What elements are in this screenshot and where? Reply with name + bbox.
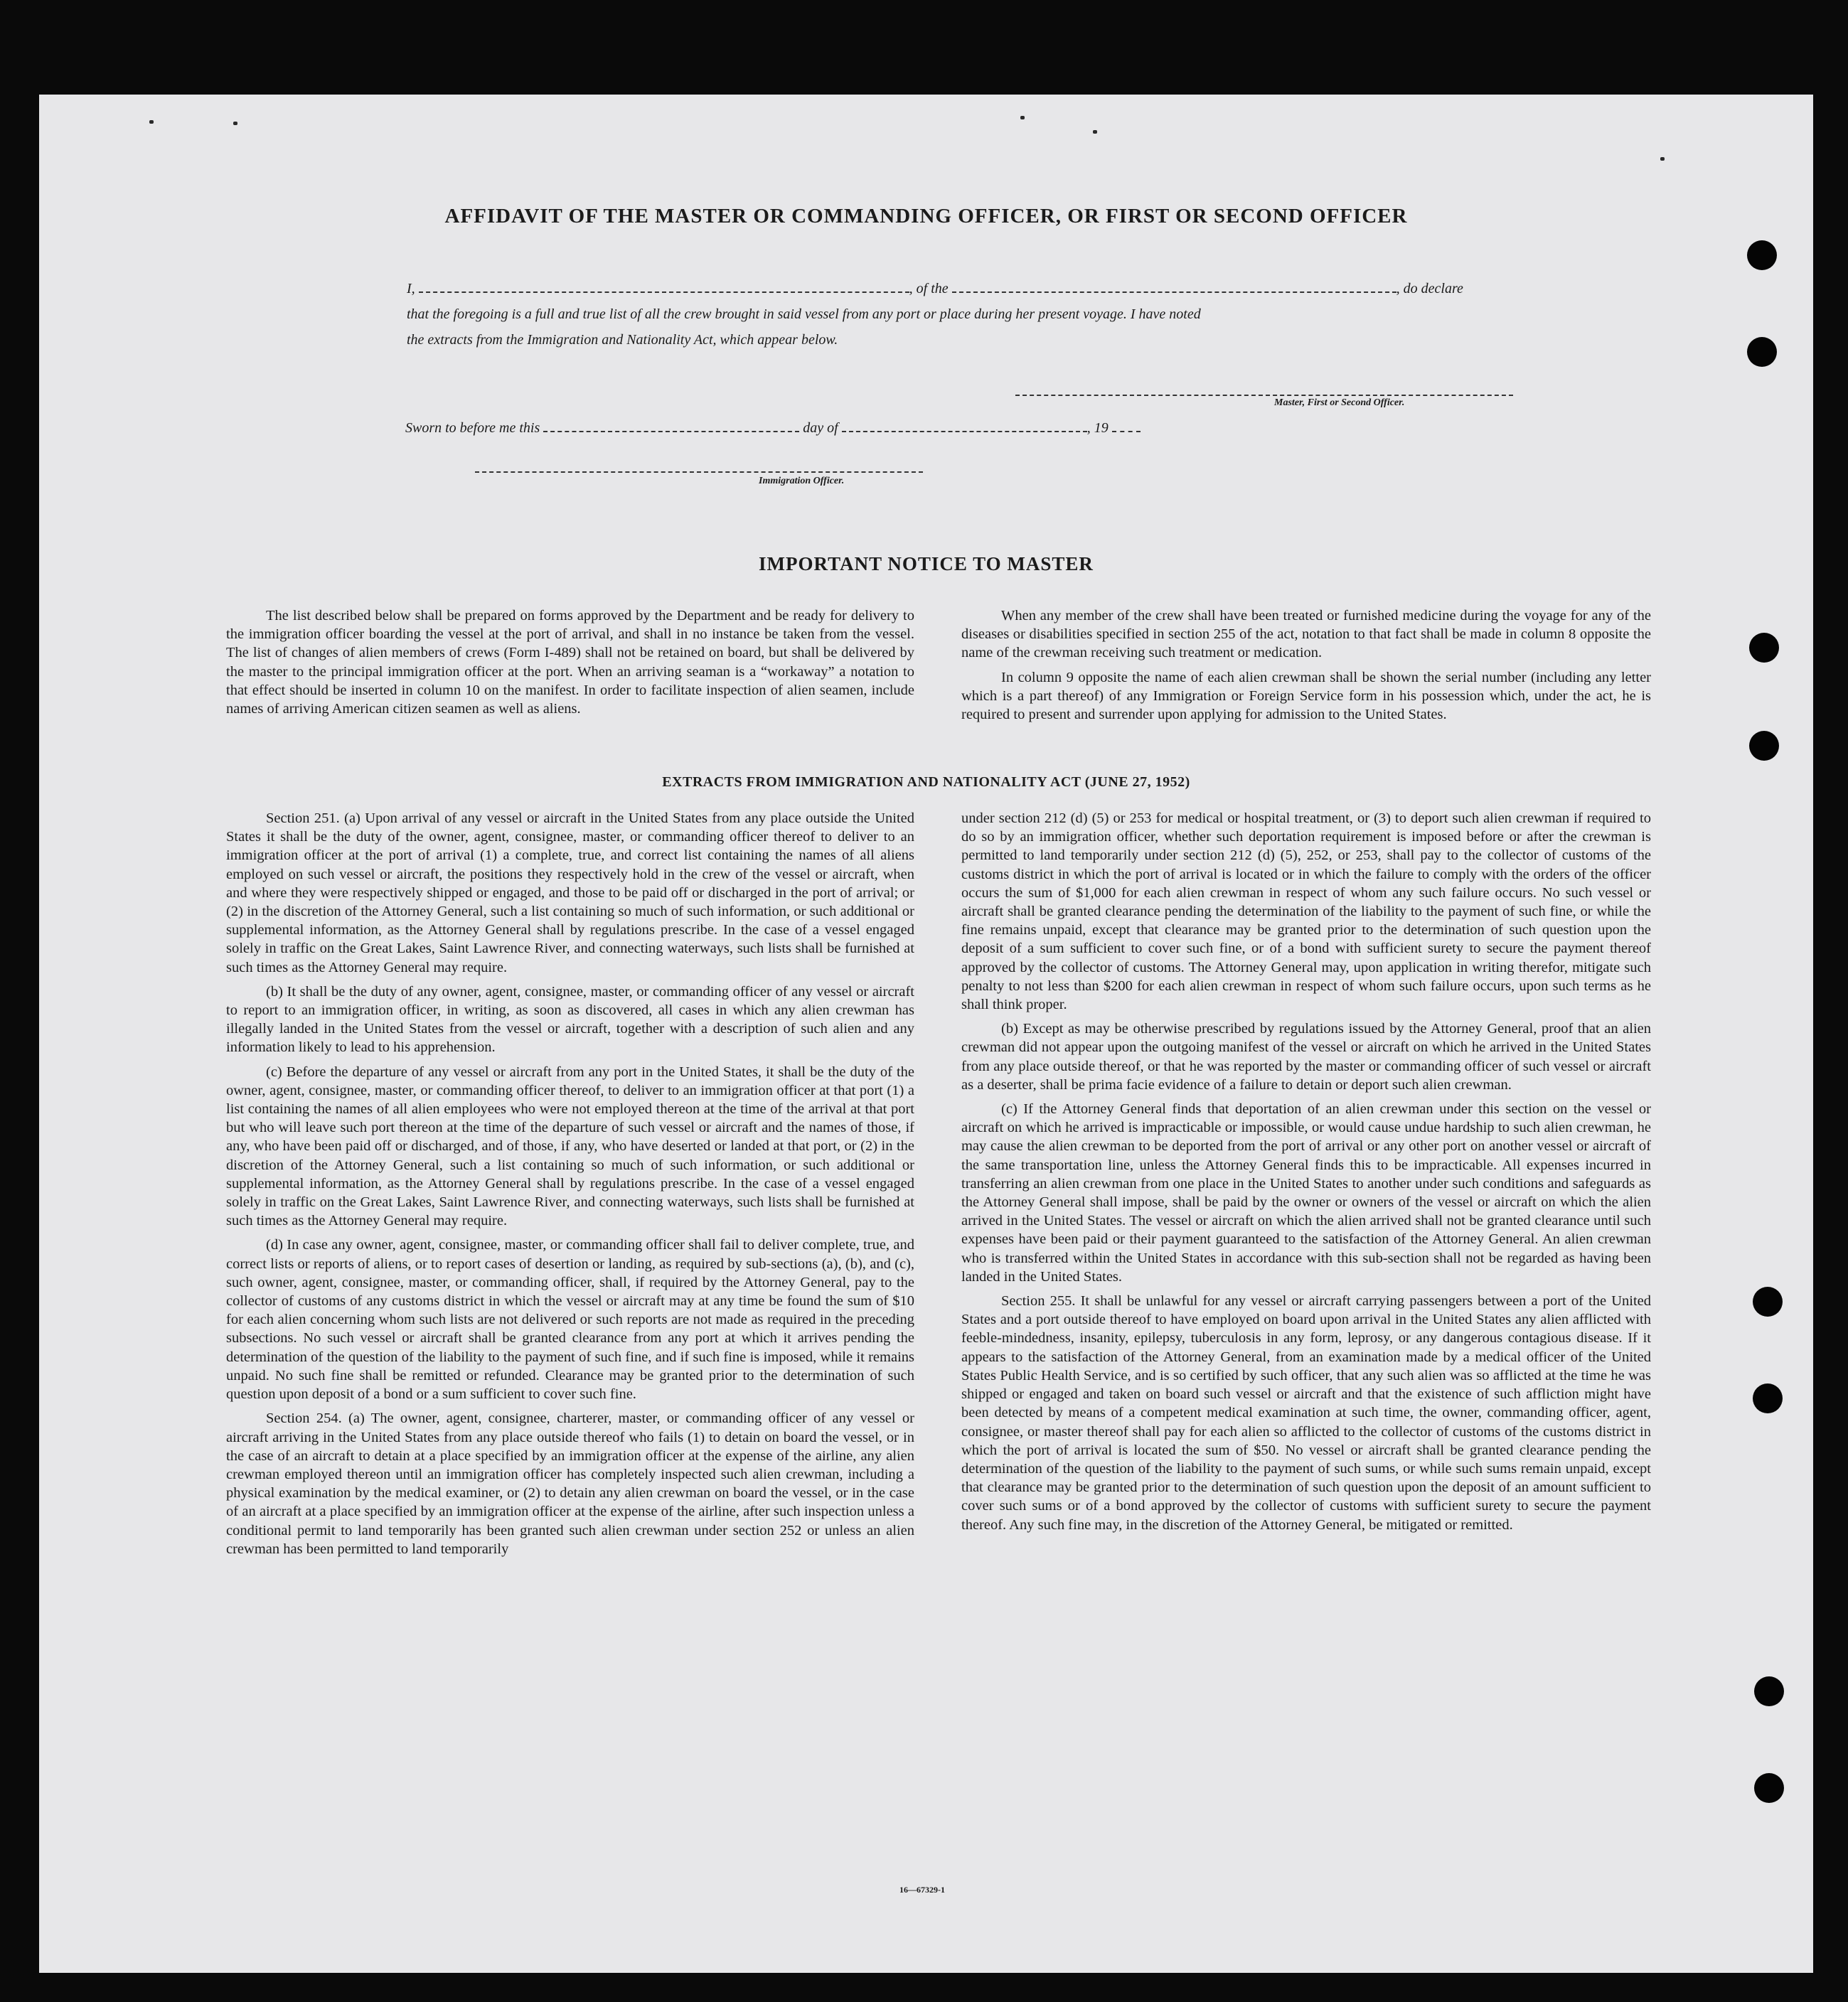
do-declare-label: , do declare — [1396, 281, 1463, 296]
declaration-text: that the foregoing is a full and true list of all the crew brought in said vessel from any port or place during her present voyage. I have noted — [407, 306, 1201, 322]
act-paragraph: Section 251. (a) Upon arrival of any vessel or aircraft in the United States from any place outside the United States it shall be the duty of the owner, agent, consignee, master, or commanding officer thereof to deliver to an immigration officer at the port of arrival (1) a complete, true, and correct list containing the names of all aliens employed on such vessel or aircraft, the positions they respectively hold in the crew of the vessel or aircraft, when and where they were respectively shipped or engaged, and those to be paid off or discharged in the port of arrival; or (2) in the discretion of the Attorney General, such a list containing so much of such information, or such additional or supplemental information, as the Attorney General shall by regulations prescribe. In the case of a vessel engaged solely in traffic on the Great Lakes, Saint Lawrence River, and connecting waterways, such lists shall be furnished at such times as the Attorney General may require. — [226, 810, 914, 975]
sworn-line — [405, 420, 1141, 437]
affidavit-title: AFFIDAVIT OF THE MASTER OR COMMANDING OFFICER, OR FIRST OR SECOND OFFICER — [444, 205, 1408, 228]
document-page — [39, 95, 1813, 1973]
act-paragraph: under section 212 (d) (5) or 253 for medical or hospital treatment, or (3) to deport such alien crewman if required to do so by an immigration officer, whether such deportation requirement is imposed before or after the crewman is permitted to land temporarily under section 212 (d) (5), 252, or 253, shall pay to the collector of customs of the customs district in which the port of arrival is located or in which the failure to comply with the orders of the officer occurs the sum of $1,000 for each alien crewman in respect of whom any such failure occurs. No such vessel or aircraft shall be granted clearance pending the determination of the liability to the payment of such fine, or while the fine remains unpaid, except that clearance may be granted prior to the determination of such question upon the deposit of a sum sufficient to cover such fine, or of a bond with sufficient surety to secure the payment thereof approved by the collector of customs. The Attorney General may, upon application in writing therefor, mitigate such penalty to not less than $200 for each alien crewman in respect of whom such failure occurs, upon such terms as he shall think proper. — [961, 810, 1651, 1013]
act-paragraph: (b) Except as may be otherwise prescribed by regulations issued by the Attorney General, proof that an alien crewman did not appear upon the outgoing manifest of the vessel or aircraft on which he arrived in the United States from any place outside thereof, or that he was reported by the master or commanding officer of such vessel or aircraft as a deserter, shall be prima facie evidence of a failure to detain or deport such alien crewman. — [961, 1021, 1651, 1093]
of-the-label: , of the — [909, 281, 949, 296]
scan-speck — [233, 122, 237, 125]
punch-hole — [1747, 240, 1777, 270]
act-paragraph: (c) If the Attorney General finds that deportation of an alien crewman under this section on the vessel or aircraft on which he arrived is impracticable or impossible, or would cause undue hardship to such alien crewman, he may cause the alien crewman to be deported from the port of arrival or any other port on another vessel or aircraft of the same transportation line, unless the Attorney General finds this to be impracticable. All expenses incurred in transferring an alien crewman from one place in the United States to another under such conditions and safeguards as the Attorney General shall impose, shall be paid by the owner or owners of the vessel or aircraft on which the alien arrived in the United States. The vessel or aircraft on which the alien arrived shall not be granted clearance until such expenses have been paid or their payment guaranteed to the satisfaction of the Attorney General. An alien crewman who is transferred within the United States in accordance with this sub-section shall not be regarded as having been landed in the United States. — [961, 1101, 1651, 1285]
act-paragraph: (b) It shall be the duty of any owner, agent, consignee, master, or commanding officer of any vessel or aircraft to report to an immigration officer, in writing, as soon as discovered, all cases in which any alien crewman has illegally landed in the United States from the vessel or aircraft, together with a description of such alien and any information likely to lead to his apprehension. — [226, 983, 914, 1056]
master-signature-caption: Master, First or Second Officer. — [1274, 397, 1405, 408]
sworn-day-field[interactable] — [543, 430, 799, 432]
day-of-label: day of — [803, 420, 838, 436]
officer-signature-caption: Immigration Officer. — [759, 476, 845, 486]
vessel-name-field[interactable] — [952, 291, 1396, 293]
declaration-line — [407, 281, 1463, 297]
extracts-right-column — [961, 809, 1651, 1540]
sworn-month-field[interactable] — [842, 430, 1087, 432]
punch-hole — [1753, 1287, 1783, 1317]
notice-left-column — [226, 606, 914, 724]
sworn-year-field[interactable] — [1112, 430, 1141, 432]
year-label: , 19 — [1086, 420, 1109, 436]
form-code: 16—67329-1 — [899, 1885, 945, 1895]
act-paragraph: (d) In case any owner, agent, consignee, master, or commanding officer shall fail to deliver complete, true, and correct lists or reports of aliens, or to report cases of desertion or landing, as required by sub-sections (a), (b), and (c), such owner, agent, consignee, master, or commanding officer, shall, if required by the Attorney General, pay to the collector of customs of any customs district in which the vessel or aircraft may at any time be found the sum of $10 for each alien concerning whom such lists are not delivered or such reports are not made as required in the preceding subsections. No such vessel or aircraft shall be granted clearance from any port at which it arrives pending the determination of the question of the liability to the payment of such fine, and if such fine is imposed, while it remains unpaid. No such fine shall be remitted or refunded. Clearance may be granted prior to the determination of such question upon deposit of a bond or a sum sufficient to cover such fine. — [226, 1237, 914, 1403]
notice-right-column — [961, 606, 1651, 729]
notice-title: IMPORTANT NOTICE TO MASTER — [759, 553, 1094, 574]
punch-hole — [1749, 731, 1779, 761]
scan-speck — [1020, 116, 1025, 119]
punch-hole — [1754, 1773, 1784, 1803]
declaration-text: the extracts from the Immigration and Nationality Act, which appear below. — [407, 332, 838, 348]
act-paragraph: Section 254. (a) The owner, agent, consignee, charterer, master, or commanding officer of any vessel or aircraft arriving in the United States from any place outside thereof who fails (1) to detain on board the vessel, or in the case of an aircraft to detain at a place specified by an immigration officer at the expense of the airline, any alien crewman employed thereon until an immigration officer has completely inspected such alien crewman, including a physical examination by the medical examiner, or (2) to detain any alien crewman on board the vessel, or in the case of an aircraft at a place specified by an immigration officer at the expense of the airline, after such inspection unless a conditional permit to land temporarily has been granted such alien crewman under section 252 or unless an alien crewman has been permitted to land temporarily — [226, 1410, 914, 1557]
punch-hole — [1749, 633, 1779, 663]
punch-hole — [1753, 1383, 1783, 1413]
master-signature-field[interactable] — [1015, 395, 1513, 396]
scan-speck — [149, 120, 154, 124]
notice-paragraph: The list described below shall be prepared on forms approved by the Department and be ready for delivery to the immigration officer boarding the vessel at the port of arrival, and shall in no instance be taken from the vessel. The list of changes of alien members of crews (Form I-489) shall not be retained on board, but shall be delivered by the master to the principal immigration officer at the port. When an arriving seaman is a “workaway” a notation to that effect should be inserted in column 10 on the manifest. In order to facilitate inspection of alien seamen, include names of arriving American citizen seamen as well as aliens. — [226, 608, 914, 717]
sworn-label: Sworn to before me this — [405, 420, 540, 436]
act-paragraph: Section 255. It shall be unlawful for any vessel or aircraft carrying passengers between a port of the United States and a port outside thereof to have employed on board upon arrival in the United States any alien afflicted with feeble-mindedness, insanity, epilepsy, tuberculosis in any form, leprosy, or any dangerous contagious disease. If it appears to the satisfaction of the Attorney General, from an examination made by a medical officer of the United States Public Health Service, and is so certified by such officer, that any such alien was so afflicted at the time he was shipped or engaged and taken on board such vessel or aircraft and that the existence of such affliction might have been detected by means of a competent medical examination at such time, the owner, commanding officer, agent, consignee, or master thereof shall pay for each alien so afflicted to the collector of customs of the customs district in which the port of arrival is located the sum of $50. No vessel or aircraft shall be granted clearance pending the determination of the question of the liability to the payment of such sums, or while such sums remain unpaid, except that clearance may be granted prior to the determination of such question upon the deposit of an amount sufficient to cover such sums or of a bond approved by the collector of customs with sufficient surety to secure the payment thereof. Any such fine may, in the discretion of the Attorney General, be mitigated or remitted. — [961, 1293, 1651, 1533]
scan-speck — [1093, 130, 1097, 134]
punch-hole — [1747, 337, 1777, 367]
scan-speck — [1660, 157, 1665, 161]
declarant-prefix: I, — [407, 281, 415, 296]
act-paragraph: (c) Before the departure of any vessel or aircraft from any port in the United States, it shall be the duty of the owner, agent, consignee, master, or commanding officer thereof, to deliver to an immigration officer at that port (1) a list containing the names of all alien employees who were not employed thereon at the time of the arrival at that port but who will leave such port thereon at the time of the departure of such vessel or aircraft and the names of those, if any, who have been paid off or discharged, and of those, if any, who have deserted or landed at that port, or (2) in the discretion of the Attorney General, such a list containing so much of such information, or such additional or supplemental information, as the Attorney General shall by regulations prescribe. In the case of a vessel engaged solely in traffic on the Great Lakes, Saint Lawrence River, and connecting waterways, such lists shall be furnished at such times as the Attorney General may require. — [226, 1064, 914, 1229]
punch-hole — [1754, 1676, 1784, 1706]
notice-paragraph: When any member of the crew shall have been treated or furnished medicine during the voyage for any of the diseases or disabilities specified in section 255 of the act, notation to that fact shall be made in column 8 opposite the name of the crewman receiving such treatment or medication. — [961, 608, 1651, 661]
officer-signature-field[interactable] — [475, 471, 923, 473]
notice-paragraph: In column 9 opposite the name of each alien crewman shall be shown the serial number (including any letter which is a part thereof) of any Immigration or Foreign Service form in his possession which, under the act, he is required to present and surrender upon applying for admission to the United States. — [961, 669, 1651, 723]
declarant-name-field[interactable] — [419, 291, 909, 293]
extracts-left-column — [226, 809, 914, 1564]
extracts-title: EXTRACTS FROM IMMIGRATION AND NATIONALITY ACT (JUNE 27, 1952) — [662, 774, 1190, 790]
